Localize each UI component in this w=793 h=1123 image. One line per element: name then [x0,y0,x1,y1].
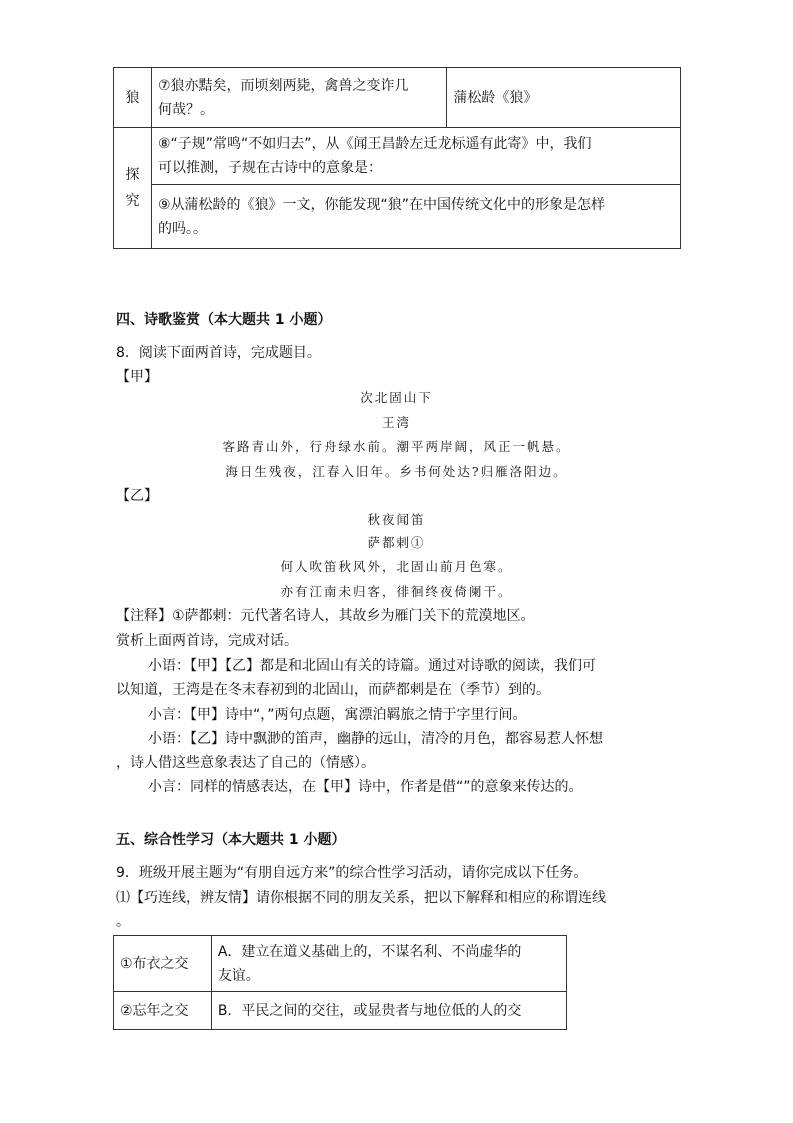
literature-table [113,67,681,249]
table-row [114,936,567,992]
poem-a-line2: 海日生残夜，江春入旧年。乡书何处达?归雁洛阳边。 [225,464,568,479]
dialogue-line-2: 以知道，王湾是在冬末春初到的北固山，而萨都剌是在（季节）到的。 [116,682,550,698]
explore-q8-cell [151,128,680,185]
section5-title: 五、综合性学习（本大题共 1 小题） [116,832,346,848]
explore-q9-cell [151,185,680,249]
wolf-excerpt-line2: 何哉？。 [157,101,214,118]
poem-b-line2: 亦有江南未归客，徘徊终夜倚阑干。 [280,584,513,599]
dialogue-line-4: 小语：【乙】诗中飘渺的笛声，幽静的远山，清冷的月色，都容易惹人怀想 [148,731,603,747]
wolf-excerpt-cell [151,68,446,128]
poem-a-line1: 客路青山外，行舟绿水前。潮平两岸阔，风正一帆悬。 [222,439,571,454]
question8-intro: 8．阅读下面两首诗，完成题目。 [116,345,321,361]
task1-line1: ⑴【巧连线，辨友情】请你根据不同的朋友关系，把以下解释和相应的称谓连线 [116,890,606,906]
poem-a-author: 王湾 [381,415,411,430]
wolf-excerpt-line1: ⑦狼亦黠矣，而顷刻两毙，禽兽之变诈几 [157,77,409,94]
row-label-explore [114,128,152,249]
dialogue-line-6: 小言：同样的情感表达，在【甲】诗中，作者是借“”的意象来传达的。 [148,779,583,795]
definition-cell [211,936,566,992]
explore-label-char1: 探 [125,167,140,183]
dialogue-line-3: 小言：【甲】诗中“，”两句点题，寓漂泊羁旅之情于字里行间。 [148,707,527,723]
section4-title: 四、诗歌鉴赏（本大题共 1 小题） [116,312,332,328]
dialogue-line-5: ，诗人借这些意象表达了自己的（情感）。 [116,755,375,771]
dialogue-instruction: 赏析上面两首诗，完成对话。 [116,633,298,649]
definition-cell [211,992,566,1030]
table-row-wolf [114,68,681,128]
poem-a-tag: 【甲】 [116,369,158,385]
dialogue-line-1: 小语：【甲】【乙】都是和北固山有关的诗篇。通过对诗歌的阅读，我们可 [148,658,596,674]
table-row-explore-q9 [114,185,681,249]
poem-b-tag: 【乙】 [116,488,158,504]
table-row [114,992,567,1030]
wolf-source-cell: 蒲松龄《狼》 [447,68,681,128]
poem-b-author: 萨都剌① [367,535,426,550]
poem-b-title: 秋夜闻笛 [367,512,426,527]
definition-line1: B．平民之间的交往，或显贵者与地位低的人的交 [217,1002,522,1019]
friendship-match-table [113,935,567,1030]
definition-line2: 友谊。 [217,967,260,984]
explore-q8-line2: 可以推测，子规在古诗中的意象是： [157,160,382,176]
poem-a-title: 次北固山下 [360,390,433,405]
table-row-explore-q8 [114,128,681,185]
term-cell: ①布衣之交 [114,936,212,992]
question9-intro: 9．班级开展主题为“有朋自远方来”的综合性学习活动，请你完成以下任务。 [116,865,588,881]
term-cell: ②忘年之交 [114,992,212,1030]
explore-q9-line2: 的吗。。 [157,220,207,237]
annotation-note: 【注释】①萨都剌：元代著名诗人，其故乡为雁门关下的荒漠地区。 [116,608,535,624]
explore-label-char2: 究 [125,193,140,209]
explore-q8-line1: ⑧“子规”常鸣“不如归去”，从《闻王昌龄左迁龙标遥有此寄》中，我们 [157,136,592,152]
row-label-wolf: 狼 [114,68,152,128]
explore-q9-line1: ⑨从蒲松龄的《狼》一文，你能发现“狼”在中国传统文化中的形象是怎样 [157,196,606,213]
definition-line1: A．建立在道义基础上的，不谋名利、不尚虚华的 [217,943,522,960]
task1-line2: 。 [116,914,130,930]
poem-b-line1: 何人吹笛秋风外，北固山前月色寒。 [280,559,513,574]
